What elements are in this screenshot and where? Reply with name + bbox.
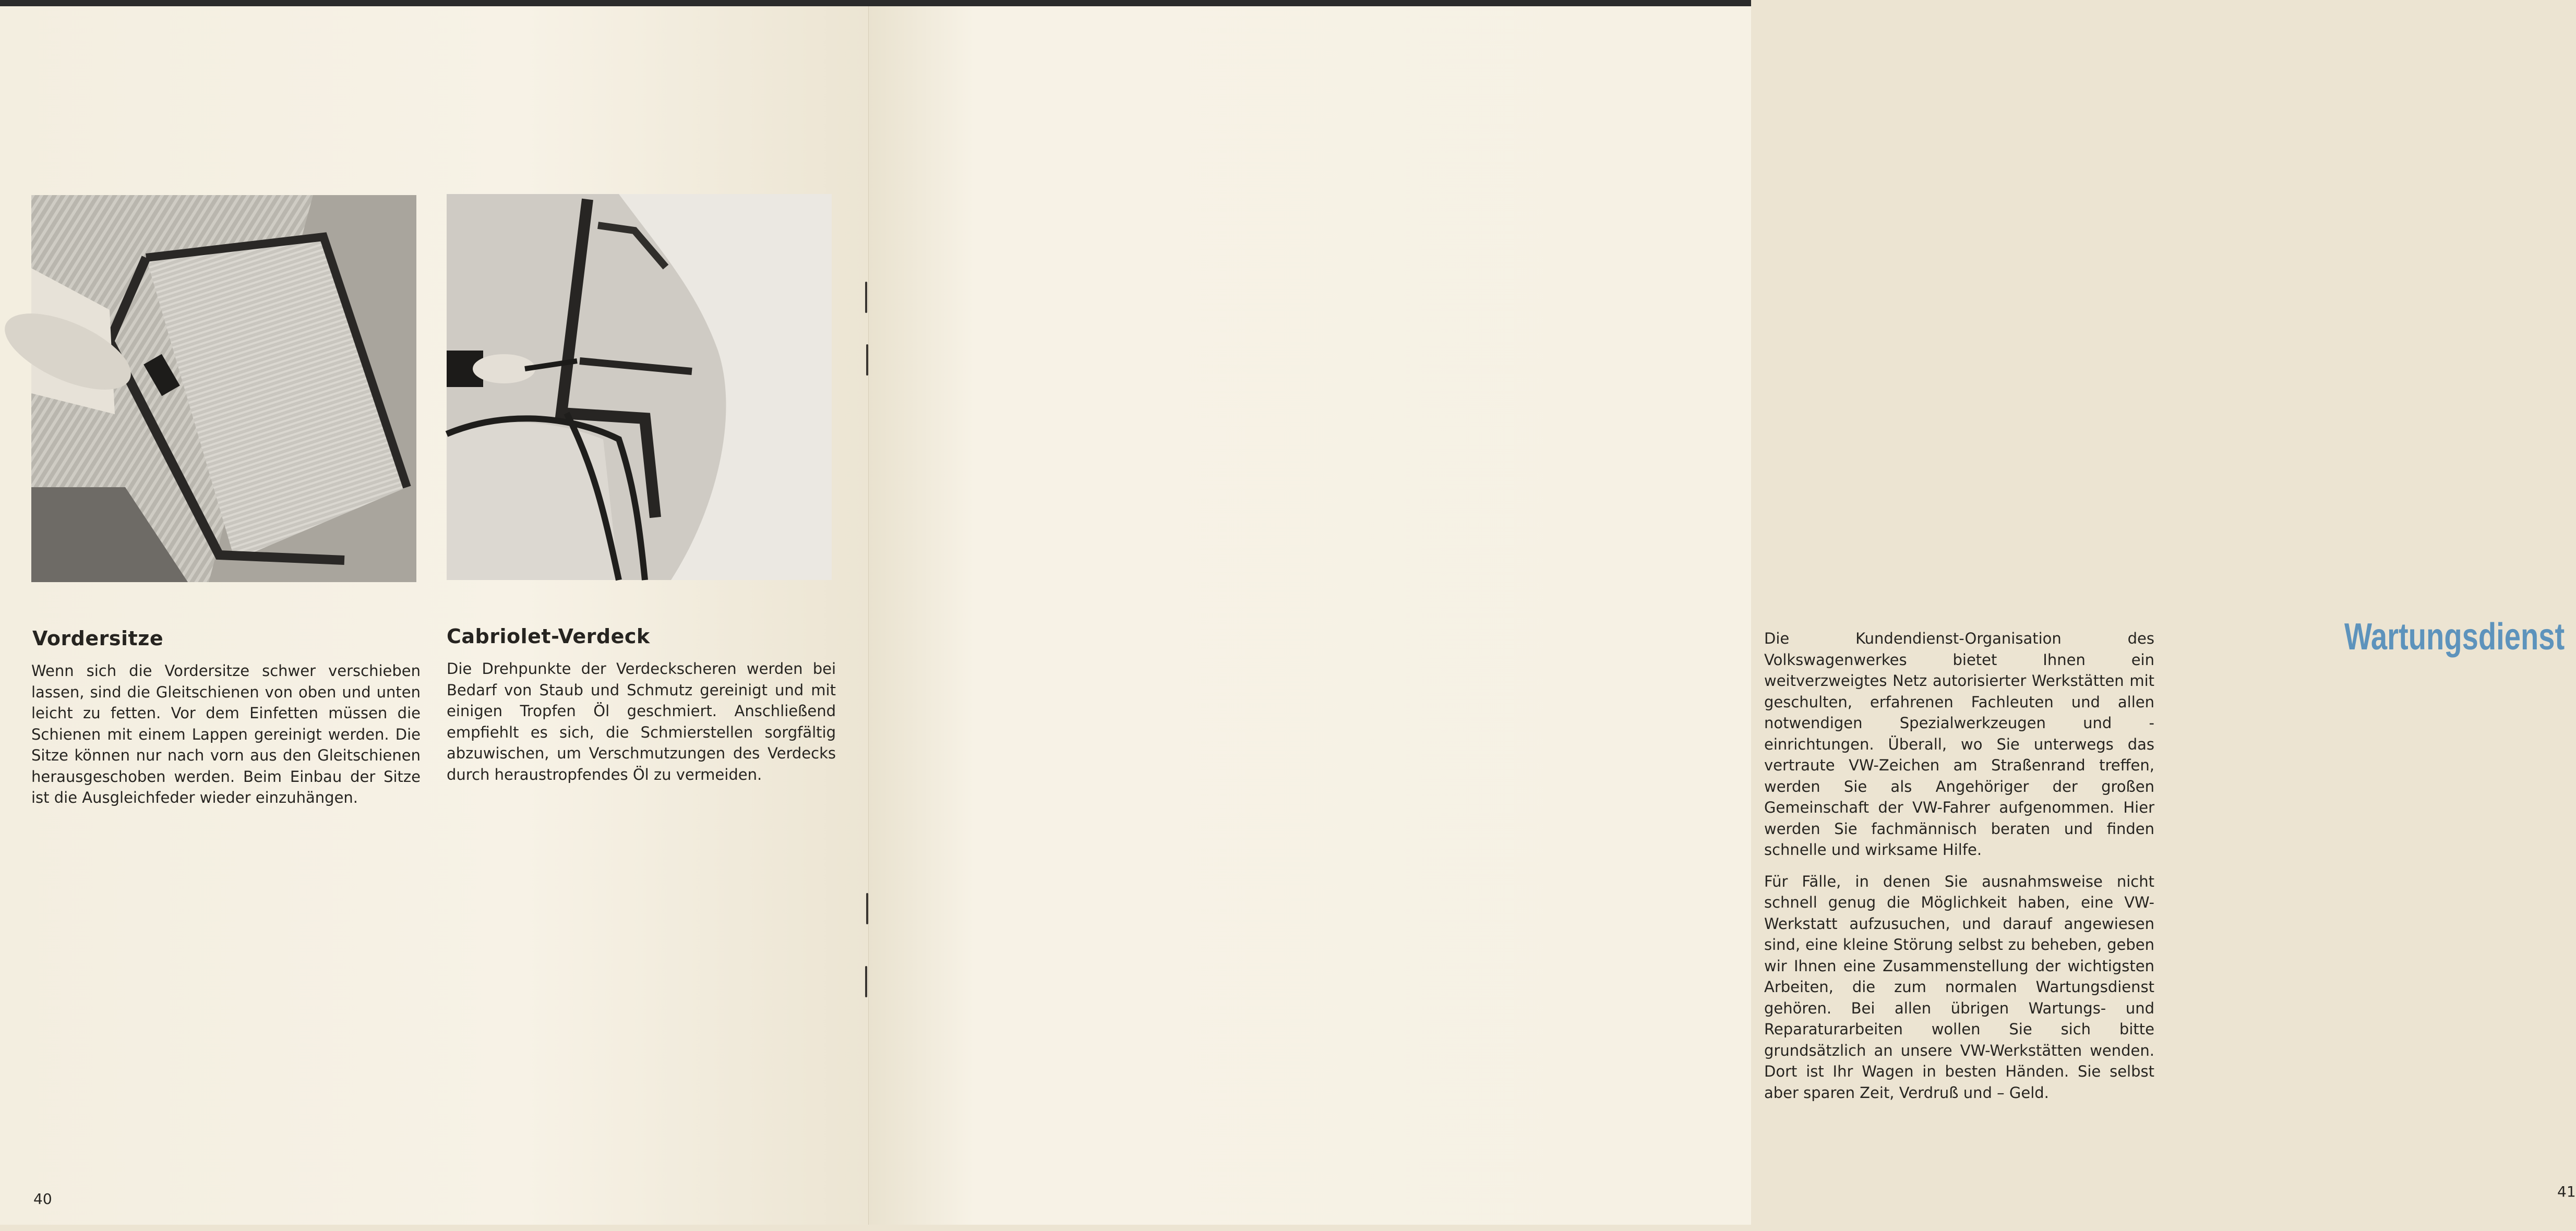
page-number-left: 40 bbox=[33, 1190, 52, 1208]
staple bbox=[866, 344, 868, 376]
text-wartungsdienst bbox=[1764, 628, 2154, 1114]
paragraph: Wenn sich die Vordersitze schwer verschieben lassen, sind die Gleitschienen von oben und unten leicht zu fetten. Vor dem Einfetten müssen die Schienen mit einem Lappen gereinigt werden. Die Sitze können nur nach vorn aus den Gleitschienen herausgeschoben werden. Beim Einbau der Sitze ist die Ausgleichfeder wieder einzuhängen. bbox=[31, 662, 421, 806]
right-page bbox=[869, 6, 2576, 1225]
section-title-wartungsdienst: Wartungsdienst bbox=[2344, 616, 2565, 658]
photo-convertible-top bbox=[447, 194, 832, 580]
left-page bbox=[0, 6, 869, 1225]
staple bbox=[865, 282, 867, 313]
paragraph: Die Kundendienst-Organisation des Volkswagenwerkes bietet Ihnen ein weitverzweigtes Netz autorisierter Werkstätten mit geschulten, erfahrenen Fachleuten und allen notwendigen Spezialwerkzeugen und -einrichtungen. Überall, wo Sie unterwegs das vertraute VW-Zeichen am Straßenrand treffen, werden Sie als Angehöriger der großen Gemeinschaft der VW-Fahrer aufgenommen. Hier werden Sie fachmännisch beraten und finden schnelle und wirksame Hilfe. bbox=[1764, 630, 2154, 859]
heading-vordersitze: Vordersitze bbox=[32, 627, 164, 650]
paragraph: Für Fälle, in denen Sie ausnahmsweise nicht schnell genug die Möglichkeit haben, eine VW-Werkstatt aufzusuchen, und darauf angewiesen sind, eine kleine Störung selbst zu beheben, geben wir Ihnen eine Zusammenstellung der wichtigsten Arbeiten, die zum normalen Wartungsdienst gehören. Bei allen übrigen Wartungs- und Reparaturarbeiten wollen Sie sich bitte grundsätzlich an unsere VW-Werkstätten wenden. Dort ist Ihr Wagen in besten Händen. Sie selbst aber sparen Zeit, Verdruß und – Geld. bbox=[1764, 872, 2154, 1102]
page-number-right: 41 bbox=[2557, 1183, 2576, 1200]
scan-top-edge bbox=[0, 0, 1751, 6]
photo-seat-rails bbox=[31, 195, 416, 582]
heading-cabriolet-verdeck: Cabriolet-Verdeck bbox=[447, 625, 650, 648]
text-vordersitze bbox=[31, 660, 421, 819]
text-cabriolet-verdeck bbox=[447, 658, 836, 795]
staple bbox=[866, 893, 868, 924]
paragraph: Die Drehpunkte der Verdeckscheren werden bei Bedarf von Staub und Schmutz gereinigt und mit einigen Tropfen Öl geschmiert. Anschließend empfiehlt es sich, die Schmierstellen sorgfältig abzuwischen, um Verschmutzungen des Verdecks durch heraustropfendes Öl zu vermeiden. bbox=[447, 660, 836, 783]
staple bbox=[865, 966, 867, 997]
